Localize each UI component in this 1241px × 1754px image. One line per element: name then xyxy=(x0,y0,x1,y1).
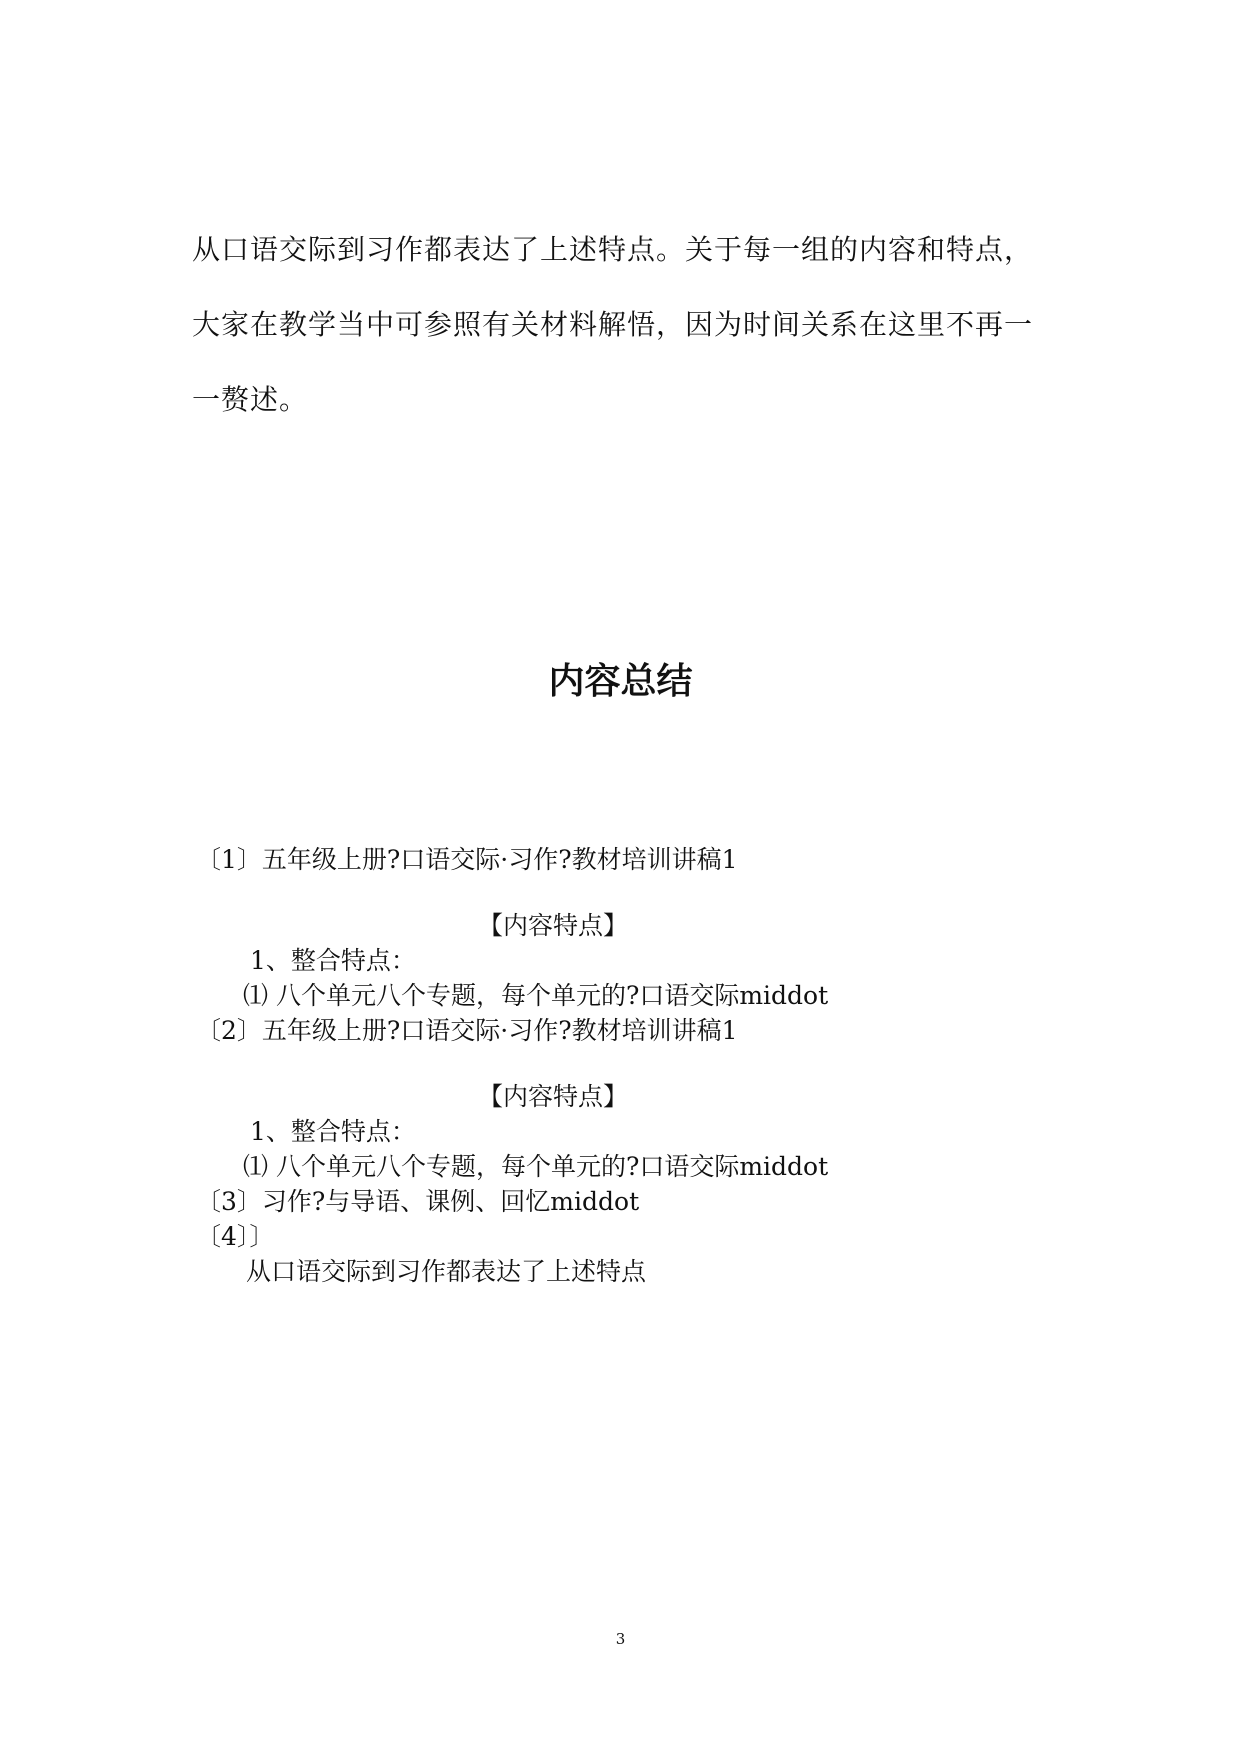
summary-item-2-section: 【内容特点】 xyxy=(478,1082,629,1111)
summary-item-2-sub: ⑴ 八个单元八个专题，每个单元的?口语交际middot xyxy=(243,1152,829,1181)
summary-item-4: 〔4〕〕 xyxy=(196,1222,275,1251)
summary-item-1-sub: ⑴ 八个单元八个专题，每个单元的?口语交际middot xyxy=(243,981,829,1010)
summary-item-1-point: 1、整合特点： xyxy=(250,946,416,975)
intro-line-1: 从口语交际到习作都表达了上述特点。关于每一组的内容和特点， xyxy=(192,233,1034,266)
summary-closing: 从口语交际到习作都表达了上述特点 xyxy=(246,1257,647,1286)
page-number: 3 xyxy=(615,1630,626,1648)
summary-item-1-heading: 〔1〕五年级上册?口语交际·习作?教材培训讲稿1 xyxy=(196,845,738,874)
summary-title: 内容总结 xyxy=(548,661,693,702)
summary-item-1-section: 【内容特点】 xyxy=(478,911,629,940)
intro-line-3: 一赘述。 xyxy=(192,383,309,416)
intro-line-2: 大家在教学当中可参照有关材料解悟，因为时间关系在这里不再一 xyxy=(192,308,1034,341)
summary-item-3: 〔3〕习作?与导语、课例、回忆middot xyxy=(196,1187,640,1216)
summary-item-2-point: 1、整合特点： xyxy=(250,1117,416,1146)
summary-item-2-heading: 〔2〕五年级上册?口语交际·习作?教材培训讲稿1 xyxy=(196,1016,738,1045)
